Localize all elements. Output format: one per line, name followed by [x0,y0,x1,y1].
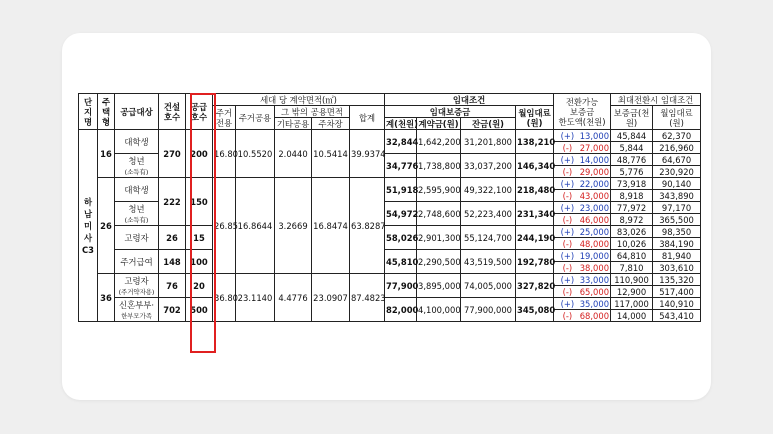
sum-cell: 63.8287 [350,178,385,274]
supply-cell: 100 [186,250,213,274]
max-deposit-cell: 48,776 [611,154,653,166]
target-cell [115,178,159,202]
amount-text: 27,000 [579,142,610,153]
header-type: 주택형 [98,94,115,130]
balance-cell: 55,124,700 [461,226,516,250]
conv-plus-cell [554,298,611,310]
resid-common-cell: 10.5520 [236,130,275,178]
amount-text: 43,000 [579,190,610,201]
deposit-total-cell: 82,000 [385,298,417,322]
target-label: 고령자 [124,275,149,286]
header-resid-only: 주거전용 [213,106,236,130]
target-label: 고령자 [124,232,149,243]
down-payment-cell: 2,748,600 [417,202,461,226]
sign-text: (-) [562,238,573,249]
target-cell [115,250,159,274]
resid-common-cell: 23.1140 [236,274,275,322]
target-label: 청년 [128,155,145,166]
max-deposit-cell: 64,810 [611,250,653,262]
amount-text: 19,000 [579,250,610,261]
max-monthly-cell: 384,190 [653,238,701,250]
target-cell [115,130,159,154]
sign-text: (-) [562,310,573,321]
sign-text: (+) [560,202,575,213]
conv-minus-cell [554,238,611,250]
amount-text: 46,000 [579,214,610,225]
conv-plus-cell [554,154,611,166]
max-deposit-cell: 77,972 [611,202,653,214]
max-monthly-cell: 135,320 [653,274,701,286]
down-payment-cell: 1,738,800 [417,154,461,178]
sign-text: (+) [560,274,575,285]
down-payment-cell: 2,290,500 [417,250,461,274]
deposit-total-cell: 34,776 [385,154,417,178]
target-sublabel: (주거약자용) [118,287,155,296]
resid-common-cell: 16.8644 [236,178,275,274]
amount-text: 23,000 [579,202,610,213]
max-monthly-cell: 517,400 [653,286,701,298]
other-common-cell: 3.2669 [275,178,312,274]
max-deposit-cell: 117,000 [611,298,653,310]
balance-cell: 77,900,000 [461,298,516,322]
table-row [79,298,701,310]
table-row [79,178,701,190]
monthly-cell: 327,820 [516,274,554,298]
conv-minus-cell [554,166,611,178]
down-payment-cell: 3,895,000 [417,274,461,298]
resid-only-cell: 36.80 [213,274,236,322]
complex-name-line: 미사 [83,220,93,243]
down-payment-cell: 4,100,000 [417,298,461,322]
header-max-conv-group: 최대전환시 임대조건 [611,94,701,106]
max-deposit-cell: 14,000 [611,310,653,322]
max-monthly-cell: 343,890 [653,190,701,202]
sign-text: (+) [560,250,575,261]
deposit-total-cell: 58,026 [385,226,417,250]
resid-only-cell: 16.80 [213,130,236,178]
target-sublabel: (소득有) [124,167,149,176]
amount-text: 65,000 [579,286,610,297]
built-cell: 76 [159,274,186,298]
conv-minus-cell [554,286,611,298]
supply-cell: 500 [186,298,213,322]
spreadsheet-table [78,93,701,322]
amount-text: 68,000 [579,310,610,321]
parking-cell: 16.8474 [312,178,350,274]
complex-name-line: 하남 [83,196,93,219]
balance-cell: 74,005,000 [461,274,516,298]
built-cell: 26 [159,226,186,250]
target-cell [115,274,159,298]
monthly-cell: 231,340 [516,202,554,226]
max-monthly-cell: 62,370 [653,130,701,142]
header-deposit-total: 계(천원) [386,118,418,129]
max-deposit-cell: 10,026 [611,238,653,250]
target-label: 대학생 [124,136,149,147]
header-complex: 단지명 [79,94,98,130]
monthly-cell: 244,190 [516,226,554,250]
header-max-deposit: 보증금(천원) [611,106,653,130]
max-monthly-cell: 140,910 [653,298,701,310]
balance-cell: 49,322,100 [461,178,516,202]
supply-cell: 150 [186,178,213,226]
complex-name-line: C3 [82,244,94,255]
conv-minus-cell [554,214,611,226]
sign-text: (-) [562,190,573,201]
max-monthly-cell: 303,610 [653,262,701,274]
amount-text: 25,000 [579,226,610,237]
down-payment-cell: 1,642,200 [417,130,461,154]
other-common-cell: 2.0440 [275,130,312,178]
max-monthly-cell: 98,350 [653,226,701,238]
max-deposit-cell: 5,776 [611,166,653,178]
balance-cell: 52,223,400 [461,202,516,226]
max-deposit-cell: 73,918 [611,178,653,190]
max-deposit-cell: 8,918 [611,190,653,202]
header-target: 공급대상 [115,94,159,130]
amount-text: 29,000 [579,166,610,177]
amount-text: 13,000 [579,130,610,141]
header-balance: 잔금(원) [461,118,516,130]
conv-plus-cell [554,250,611,262]
target-label: 신혼부부· [118,299,155,310]
max-deposit-cell: 8,972 [611,214,653,226]
monthly-cell: 345,080 [516,298,554,322]
down-payment-cell: 2,901,300 [417,226,461,250]
other-common-cell: 4.4776 [275,274,312,322]
sign-text: (+) [560,178,575,189]
amount-text: 35,000 [579,298,610,309]
table-row [79,130,701,142]
target-label: 청년 [128,203,145,214]
balance-cell: 31,201,800 [461,130,516,154]
sign-text: (-) [562,286,573,297]
deposit-total-cell: 45,810 [385,250,417,274]
type-cell: 16 [98,130,115,178]
conv-minus-cell [554,190,611,202]
target-sublabel: 한부모가족 [121,311,152,320]
amount-text: 33,000 [579,274,610,285]
sign-text: (+) [560,154,575,165]
table-row [79,226,701,238]
header-other-common-group: 그 밖의 공용면적 [275,106,350,118]
sign-text: (-) [562,142,573,153]
conv-plus-cell [554,178,611,190]
header-deposit-group: 임대보증금 [385,106,516,118]
max-monthly-cell: 81,940 [653,250,701,262]
table-row [79,250,701,262]
max-monthly-cell: 90,140 [653,178,701,190]
supply-cell: 15 [186,226,213,250]
header-other-common: 기타공용 [275,118,312,130]
supply-cell: 20 [186,274,213,298]
target-cell [115,202,159,226]
conv-plus-cell [554,130,611,142]
max-deposit-cell: 45,844 [611,130,653,142]
monthly-cell: 138,210 [516,130,554,154]
max-monthly-cell: 230,920 [653,166,701,178]
header-lease-group: 임대조건 [385,94,554,106]
max-monthly-cell: 64,670 [653,154,701,166]
header-supply: 공급호수 [186,94,213,130]
max-deposit-cell: 12,900 [611,286,653,298]
complex-name-cell [79,130,98,322]
amount-text: 22,000 [579,178,610,189]
amount-text: 48,000 [579,238,610,249]
header-max-monthly: 월임대료(원) [653,106,701,130]
target-cell [115,226,159,250]
balance-cell: 33,037,200 [461,154,516,178]
header-row-1 [79,94,701,106]
max-monthly-cell: 97,170 [653,202,701,214]
target-cell [115,298,159,322]
parking-cell: 10.5414 [312,130,350,178]
sign-text: (-) [562,262,573,273]
monthly-cell: 192,780 [516,250,554,274]
deposit-total-cell: 32,844 [385,130,417,154]
built-cell: 222 [159,178,186,226]
parking-cell: 23.0907 [312,274,350,322]
header-area-group: 세대 당 계약면적(㎡) [213,94,385,106]
sign-text: (+) [560,298,575,309]
max-monthly-cell: 216,960 [653,142,701,154]
max-deposit-cell: 83,026 [611,226,653,238]
max-deposit-cell: 5,844 [611,142,653,154]
max-deposit-cell: 7,810 [611,262,653,274]
header-down-payment: 계약금(원) [418,118,459,129]
sign-text: (-) [562,166,573,177]
max-monthly-cell: 543,410 [653,310,701,322]
conv-minus-cell [554,262,611,274]
conv-plus-cell [554,202,611,214]
conv-plus-cell [554,226,611,238]
table-body [79,130,701,322]
sum-cell: 87.4823 [350,274,385,322]
target-label: 주거급여 [120,256,153,267]
conv-plus-cell [554,274,611,286]
monthly-cell: 146,340 [516,154,554,178]
sign-text: (-) [562,214,573,225]
header-built: 건설호수 [159,94,186,130]
header-sum: 합계 [350,106,385,130]
header-monthly: 월임대료(원) [516,106,554,130]
deposit-total-cell: 54,972 [385,202,417,226]
supply-cell: 200 [186,130,213,178]
lease-conditions-table [78,93,700,353]
conv-minus-cell [554,310,611,322]
conv-minus-cell [554,142,611,154]
sign-text: (+) [560,226,575,237]
header-parking: 주차장 [312,118,350,130]
built-cell: 148 [159,250,186,274]
built-cell: 270 [159,130,186,178]
target-cell [115,154,159,178]
balance-cell: 43,519,500 [461,250,516,274]
header-convertible: 전환가능 보증금 한도액(천원) [554,94,611,130]
down-payment-cell: 2,595,900 [417,178,461,202]
deposit-total-cell: 51,918 [385,178,417,202]
sign-text: (+) [560,130,575,141]
header-resid-common: 주거공용 [236,106,275,130]
sum-cell: 39.9374 [350,130,385,178]
built-cell: 702 [159,298,186,322]
amount-text: 14,000 [579,154,610,165]
target-label: 대학생 [124,184,149,195]
deposit-total-cell: 77,900 [385,274,417,298]
table-row [79,274,701,286]
type-cell: 26 [98,178,115,274]
type-cell: 36 [98,274,115,322]
max-deposit-cell: 110,900 [611,274,653,286]
max-monthly-cell: 365,500 [653,214,701,226]
target-sublabel: (소득有) [124,215,149,224]
monthly-cell: 218,480 [516,178,554,202]
resid-only-cell: 26.85 [213,178,236,274]
amount-text: 38,000 [579,262,610,273]
